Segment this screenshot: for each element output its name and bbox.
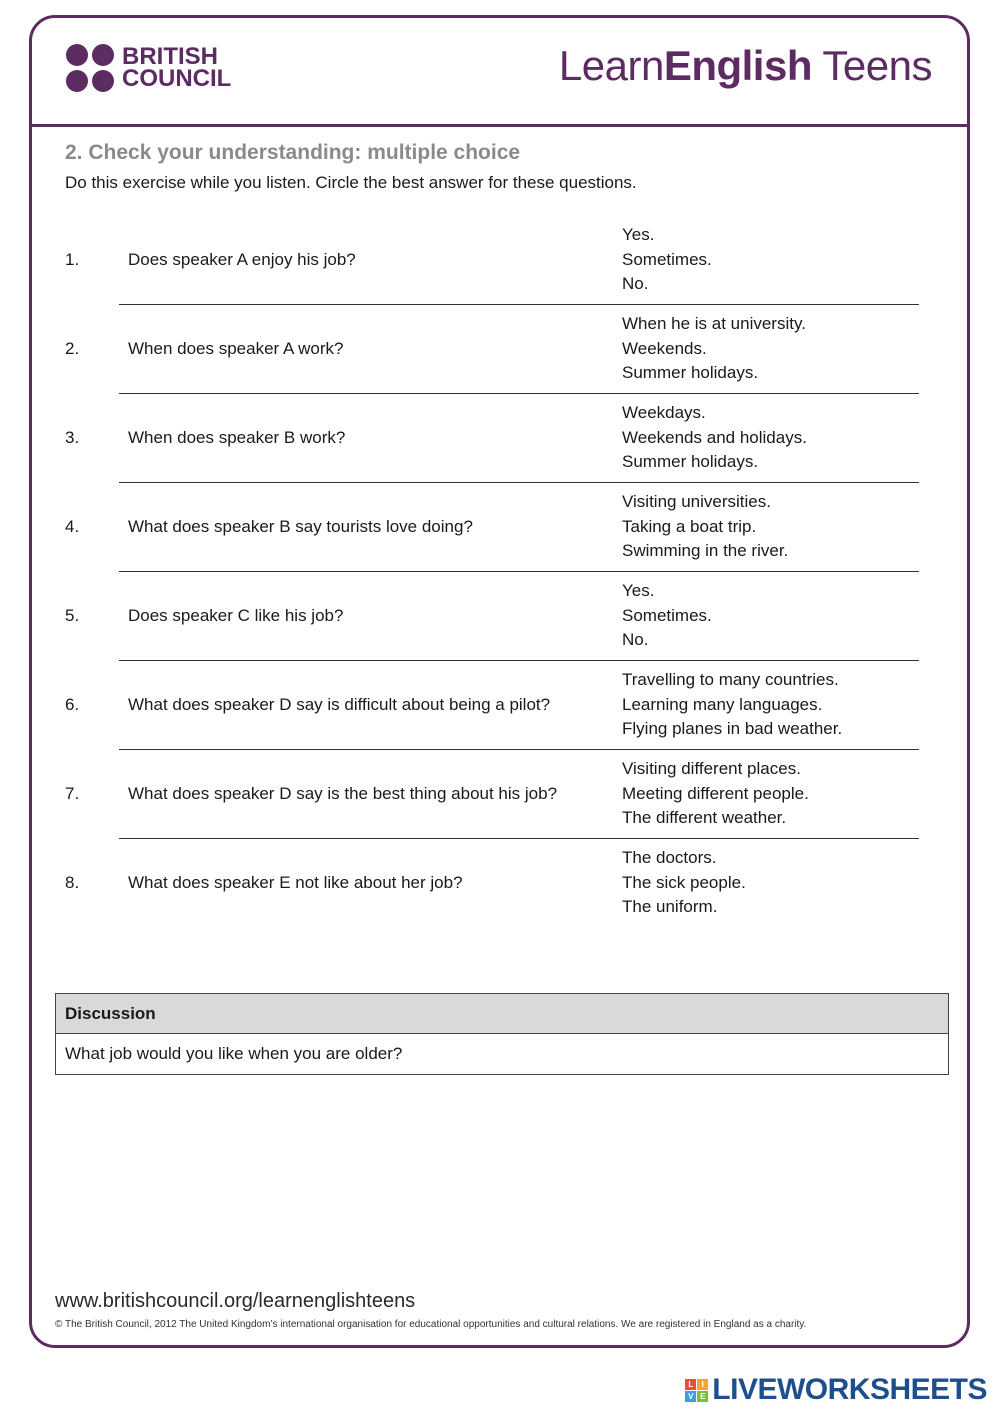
answer-option[interactable]: Weekends and holidays. [622, 427, 807, 447]
footer-legal: © The British Council, 2012 The United Kingdom’s international organisation for educational opportunities and cultural relations. We are registered in England as a charity. [55, 1319, 807, 1330]
answer-option[interactable]: Visiting universities. [622, 492, 771, 511]
footer-url[interactable]: www.britishcouncil.org/learnenglishteens [55, 1290, 416, 1312]
answer-option[interactable]: Weekends. [622, 338, 707, 358]
answer-option[interactable]: The sick people. [622, 872, 746, 892]
answer-option[interactable]: Summer holidays. [622, 452, 759, 471]
question-text: When does speaker B work? [128, 428, 346, 447]
discussion-heading: Discussion [56, 994, 948, 1034]
answer-options [622, 668, 842, 742]
answer-option[interactable]: No. [622, 274, 649, 293]
bc-line-1: BRITISH [122, 43, 218, 70]
discussion-prompt: What job would you like when you are older? [65, 1044, 403, 1063]
liveworksheets-badge-icon: L I V E [685, 1379, 708, 1402]
question-row [0, 667, 1000, 756]
liveworksheets-text: LIVEWORKSHEETS [712, 1373, 987, 1406]
answer-options [622, 401, 807, 475]
learnenglish-teens-logo [559, 42, 932, 90]
row-divider [119, 838, 919, 839]
row-divider [119, 660, 919, 661]
answer-option[interactable]: Yes. [622, 225, 655, 244]
answer-option[interactable]: Flying planes in bad weather. [622, 719, 843, 738]
answer-option[interactable]: Learning many languages. [622, 694, 823, 714]
row-divider [119, 393, 919, 394]
liveworksheets-watermark [685, 1374, 987, 1406]
row-divider [119, 571, 919, 572]
answer-options [622, 312, 806, 386]
question-row [0, 578, 1000, 667]
answer-option[interactable]: The doctors. [622, 848, 717, 867]
question-number: 4. [65, 517, 80, 536]
question-number: 1. [65, 250, 80, 269]
question-row [0, 400, 1000, 489]
answer-option[interactable]: The different weather. [622, 808, 787, 827]
answer-options [622, 490, 788, 564]
row-divider [119, 749, 919, 750]
question-text: What does speaker D say is the best thing about his job? [128, 784, 558, 803]
question-row [0, 756, 1000, 845]
question-text: Does speaker C like his job? [128, 606, 344, 625]
header-divider [29, 124, 970, 127]
question-text: What does speaker B say tourists love doing? [128, 517, 473, 536]
answer-options [622, 223, 712, 297]
question-row [0, 845, 1000, 934]
question-text: Does speaker A enjoy his job? [128, 250, 356, 269]
answer-options [622, 757, 809, 831]
bc-line-2: COUNCIL [122, 65, 232, 92]
brand-learn: Learn [558, 42, 664, 89]
answer-option[interactable]: Visiting different places. [622, 759, 801, 778]
answer-option[interactable]: Sometimes. [622, 605, 712, 625]
question-row [0, 489, 1000, 578]
answer-option[interactable]: Sometimes. [622, 249, 712, 269]
answer-option[interactable]: Yes. [622, 581, 655, 600]
question-text: When does speaker A work? [128, 339, 344, 358]
question-number: 6. [65, 695, 80, 714]
row-divider [119, 304, 919, 305]
question-row [0, 222, 1000, 311]
answer-option[interactable]: Summer holidays. [622, 363, 759, 382]
question-number: 7. [65, 784, 80, 803]
answer-options [622, 579, 712, 653]
question-number: 2. [65, 339, 80, 358]
british-council-wordmark [122, 43, 232, 92]
brand-teens: Teens [812, 42, 932, 89]
answer-option[interactable]: Travelling to many countries. [622, 670, 839, 689]
answer-option[interactable]: Taking a boat trip. [622, 516, 757, 536]
question-number: 8. [65, 873, 80, 892]
answer-option[interactable]: When he is at university. [622, 314, 806, 333]
instructions: Do this exercise while you listen. Circle the best answer for these questions. [65, 173, 637, 192]
row-divider [119, 482, 919, 483]
brand-english: English [663, 42, 812, 89]
answer-option[interactable]: No. [622, 630, 649, 649]
british-council-dots-icon [66, 44, 114, 92]
question-text: What does speaker D say is difficult about being a pilot? [128, 695, 551, 714]
question-number: 5. [65, 606, 80, 625]
answer-option[interactable]: The uniform. [622, 897, 718, 916]
question-number: 3. [65, 428, 80, 447]
section-title: 2. Check your understanding: multiple choice [65, 141, 521, 164]
answer-option[interactable]: Meeting different people. [622, 783, 809, 803]
question-row [0, 311, 1000, 400]
british-council-logo [66, 44, 231, 92]
question-text: What does speaker E not like about her job? [128, 873, 463, 892]
answer-option[interactable]: Swimming in the river. [622, 541, 789, 560]
answer-option[interactable]: Weekdays. [622, 403, 706, 422]
discussion-box [55, 993, 949, 1075]
answer-options [622, 846, 746, 920]
